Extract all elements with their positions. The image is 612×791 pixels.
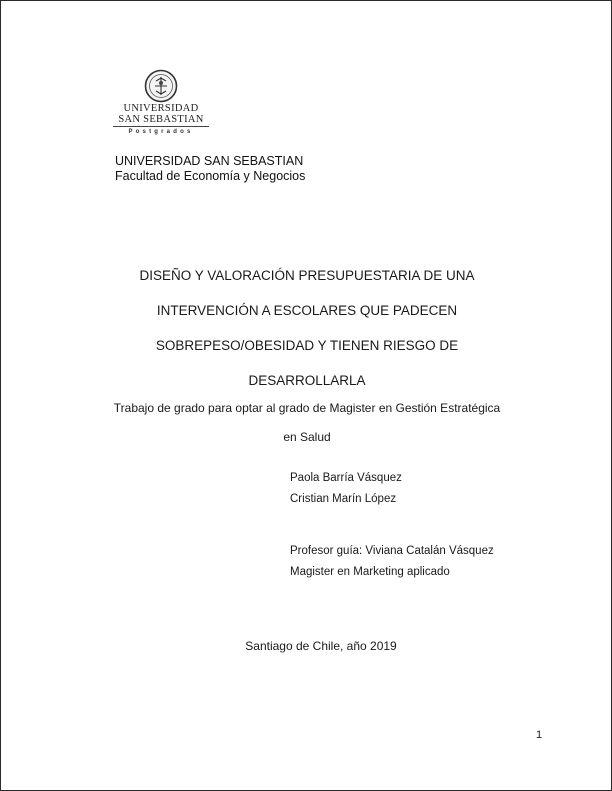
logo-text-san-sebastian: SAN SEBASTIAN [118, 114, 204, 125]
title-line: DESARROLLARLA [248, 373, 366, 388]
logo-text-postgrados: Postgrados [128, 129, 194, 135]
advisor-degree: Magister en Marketing aplicado [290, 566, 450, 578]
author-name: Paola Barría Vásquez [290, 472, 402, 484]
thesis-title [91, 258, 523, 398]
title-line: SOBREPESO/OBESIDAD Y TIENEN RIESGO DE [155, 338, 459, 353]
title-line: INTERVENCIÓN A ESCOLARES QUE PADECEN [156, 303, 458, 318]
logo-divider [113, 126, 209, 127]
place-and-date: Santiago de Chile, año 2019 [245, 639, 397, 653]
institution-block [115, 154, 305, 184]
page-number: 1 [536, 729, 543, 741]
university-seal-icon [144, 69, 178, 103]
title-line: DISEÑO Y VALORACIÓN PRESUPUESTARIA DE UNA [139, 268, 475, 283]
faculty-name: Facultad de Economía y Negocios [115, 169, 306, 183]
degree-line: en Salud [283, 430, 331, 444]
degree-description [91, 394, 523, 452]
university-logo [111, 69, 211, 149]
author-name: Cristian Marín López [290, 493, 397, 505]
advisor-name: Profesor guía: Viviana Catalán Vásquez [290, 545, 494, 557]
authors-block [290, 468, 402, 510]
institution-name: UNIVERSIDAD SAN SEBASTIAN [115, 154, 304, 168]
advisor-block [290, 541, 494, 583]
logo-text-universidad: UNIVERSIDAD [123, 103, 199, 114]
degree-line: Trabajo de grado para optar al grado de Magister en Gestión Estratégica [113, 401, 501, 415]
